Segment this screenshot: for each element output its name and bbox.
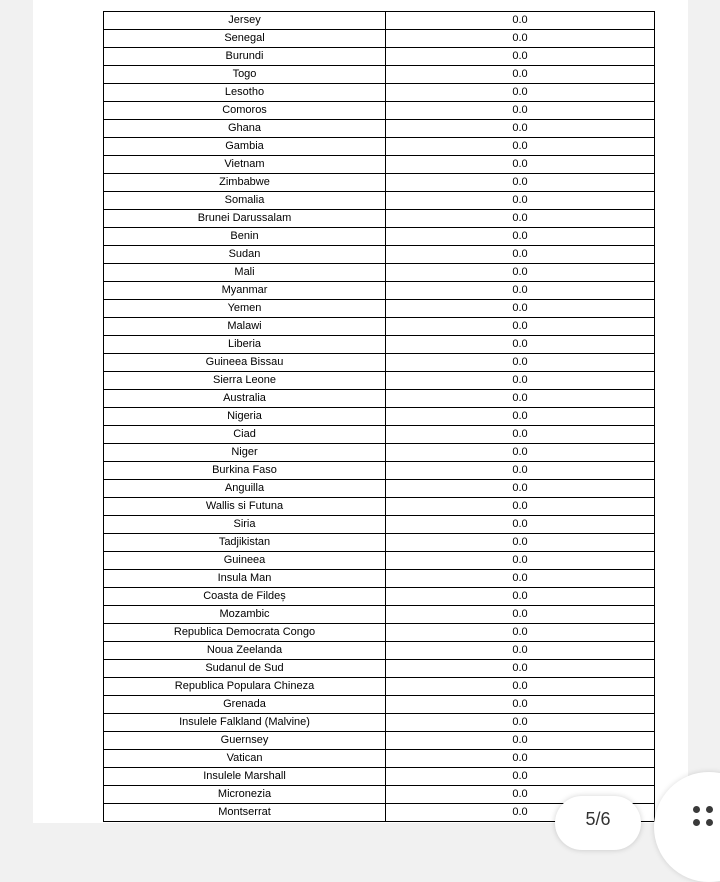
table-row: [104, 480, 655, 498]
table-row: [104, 102, 655, 120]
more-dots-icon[interactable]: [693, 806, 717, 830]
table-row: [104, 354, 655, 372]
country-cell: Mozambic: [104, 606, 386, 624]
table-row: [104, 750, 655, 768]
country-cell: Sierra Leone: [104, 372, 386, 390]
page-indicator[interactable]: [555, 796, 641, 850]
country-cell: Nigeria: [104, 408, 386, 426]
country-cell: Zimbabwe: [104, 174, 386, 192]
value-cell: 0.0: [386, 480, 655, 498]
country-cell: Sudan: [104, 246, 386, 264]
country-cell: Anguilla: [104, 480, 386, 498]
table-row: [104, 498, 655, 516]
value-cell: 0.0: [386, 84, 655, 102]
value-cell: 0.0: [386, 30, 655, 48]
value-cell: 0.0: [386, 462, 655, 480]
value-cell: 0.0: [386, 246, 655, 264]
value-cell: 0.0: [386, 228, 655, 246]
country-cell: Republica Democrata Congo: [104, 624, 386, 642]
table-row: [104, 84, 655, 102]
value-cell: 0.0: [386, 354, 655, 372]
value-cell: 0.0: [386, 48, 655, 66]
table-row: [104, 264, 655, 282]
country-cell: Myanmar: [104, 282, 386, 300]
country-cell: Jersey: [104, 12, 386, 30]
table-row: [104, 444, 655, 462]
table-row: [104, 138, 655, 156]
value-cell: 0.0: [386, 624, 655, 642]
table-row: [104, 210, 655, 228]
country-cell: Insula Man: [104, 570, 386, 588]
country-cell: Mali: [104, 264, 386, 282]
table-row: [104, 66, 655, 84]
table-row: [104, 624, 655, 642]
table-row: [104, 678, 655, 696]
table-row: [104, 516, 655, 534]
country-cell: Guernsey: [104, 732, 386, 750]
table-row: [104, 228, 655, 246]
country-cell: Ghana: [104, 120, 386, 138]
table-body: [104, 12, 655, 822]
table-row: [104, 462, 655, 480]
value-cell: 0.0: [386, 372, 655, 390]
country-cell: Grenada: [104, 696, 386, 714]
value-cell: 0.0: [386, 444, 655, 462]
value-cell: 0.0: [386, 732, 655, 750]
table-row: [104, 552, 655, 570]
value-cell: 0.0: [386, 300, 655, 318]
value-cell: 0.0: [386, 660, 655, 678]
value-cell: 0.0: [386, 498, 655, 516]
country-cell: Burkina Faso: [104, 462, 386, 480]
table-row: [104, 318, 655, 336]
value-cell: 0.0: [386, 426, 655, 444]
value-cell: 0.0: [386, 678, 655, 696]
table-row: [104, 660, 655, 678]
country-cell: Vatican: [104, 750, 386, 768]
value-cell: 0.0: [386, 588, 655, 606]
country-cell: Brunei Darussalam: [104, 210, 386, 228]
value-cell: 0.0: [386, 390, 655, 408]
value-cell: 0.0: [386, 138, 655, 156]
table-row: [104, 390, 655, 408]
value-cell: 0.0: [386, 696, 655, 714]
country-cell: Insulele Falkland (Malvine): [104, 714, 386, 732]
country-cell: Niger: [104, 444, 386, 462]
table-row: [104, 408, 655, 426]
value-cell: 0.0: [386, 570, 655, 588]
table-row: [104, 588, 655, 606]
table-row: [104, 336, 655, 354]
value-cell: 0.0: [386, 750, 655, 768]
country-cell: Comoros: [104, 102, 386, 120]
table-row: [104, 246, 655, 264]
table-row: [104, 768, 655, 786]
value-cell: 0.0: [386, 12, 655, 30]
value-cell: 0.0: [386, 210, 655, 228]
country-cell: Wallis si Futuna: [104, 498, 386, 516]
table-row: [104, 426, 655, 444]
country-cell: Guineea Bissau: [104, 354, 386, 372]
country-cell: Noua Zeelanda: [104, 642, 386, 660]
value-cell: 0.0: [386, 642, 655, 660]
value-cell: 0.0: [386, 174, 655, 192]
value-cell: 0.0: [386, 282, 655, 300]
country-cell: Burundi: [104, 48, 386, 66]
table-row: [104, 642, 655, 660]
value-cell: 0.0: [386, 804, 655, 822]
country-cell: Somalia: [104, 192, 386, 210]
table-row: [104, 534, 655, 552]
value-cell: 0.0: [386, 66, 655, 84]
table-row: [104, 30, 655, 48]
country-cell: Sudanul de Sud: [104, 660, 386, 678]
country-cell: Coasta de Fildeș: [104, 588, 386, 606]
table-row: [104, 192, 655, 210]
page-indicator-label: 5/6: [585, 809, 611, 829]
value-cell: 0.0: [386, 120, 655, 138]
value-cell: 0.0: [386, 516, 655, 534]
table-row: [104, 696, 655, 714]
country-cell: Micronezia: [104, 786, 386, 804]
country-cell: Australia: [104, 390, 386, 408]
document-page: [33, 0, 688, 823]
value-cell: 0.0: [386, 786, 655, 804]
value-cell: 0.0: [386, 768, 655, 786]
value-cell: 0.0: [386, 318, 655, 336]
value-cell: 0.0: [386, 264, 655, 282]
country-cell: Guineea: [104, 552, 386, 570]
table-row: [104, 48, 655, 66]
value-cell: 0.0: [386, 606, 655, 624]
country-cell: Benin: [104, 228, 386, 246]
value-cell: 0.0: [386, 102, 655, 120]
country-cell: Ciad: [104, 426, 386, 444]
country-cell: Gambia: [104, 138, 386, 156]
table-row: [104, 732, 655, 750]
table-row: [104, 156, 655, 174]
country-cell: Insulele Marshall: [104, 768, 386, 786]
country-cell: Togo: [104, 66, 386, 84]
value-cell: 0.0: [386, 156, 655, 174]
table-row: [104, 174, 655, 192]
country-cell: Malawi: [104, 318, 386, 336]
table-row: [104, 282, 655, 300]
country-cell: Yemen: [104, 300, 386, 318]
country-cell: Liberia: [104, 336, 386, 354]
value-cell: 0.0: [386, 336, 655, 354]
country-cell: Senegal: [104, 30, 386, 48]
table-row: [104, 12, 655, 30]
table-row: [104, 714, 655, 732]
country-cell: Republica Populara Chineza: [104, 678, 386, 696]
country-cell: Siria: [104, 516, 386, 534]
table-row: [104, 120, 655, 138]
table-row: [104, 300, 655, 318]
value-cell: 0.0: [386, 192, 655, 210]
country-value-table: [103, 11, 655, 822]
country-cell: Lesotho: [104, 84, 386, 102]
table-row: [104, 372, 655, 390]
country-cell: Montserrat: [104, 804, 386, 822]
country-cell: Tadjikistan: [104, 534, 386, 552]
value-cell: 0.0: [386, 408, 655, 426]
table-row: [104, 570, 655, 588]
value-cell: 0.0: [386, 552, 655, 570]
value-cell: 0.0: [386, 714, 655, 732]
country-cell: Vietnam: [104, 156, 386, 174]
value-cell: 0.0: [386, 534, 655, 552]
table-row: [104, 606, 655, 624]
